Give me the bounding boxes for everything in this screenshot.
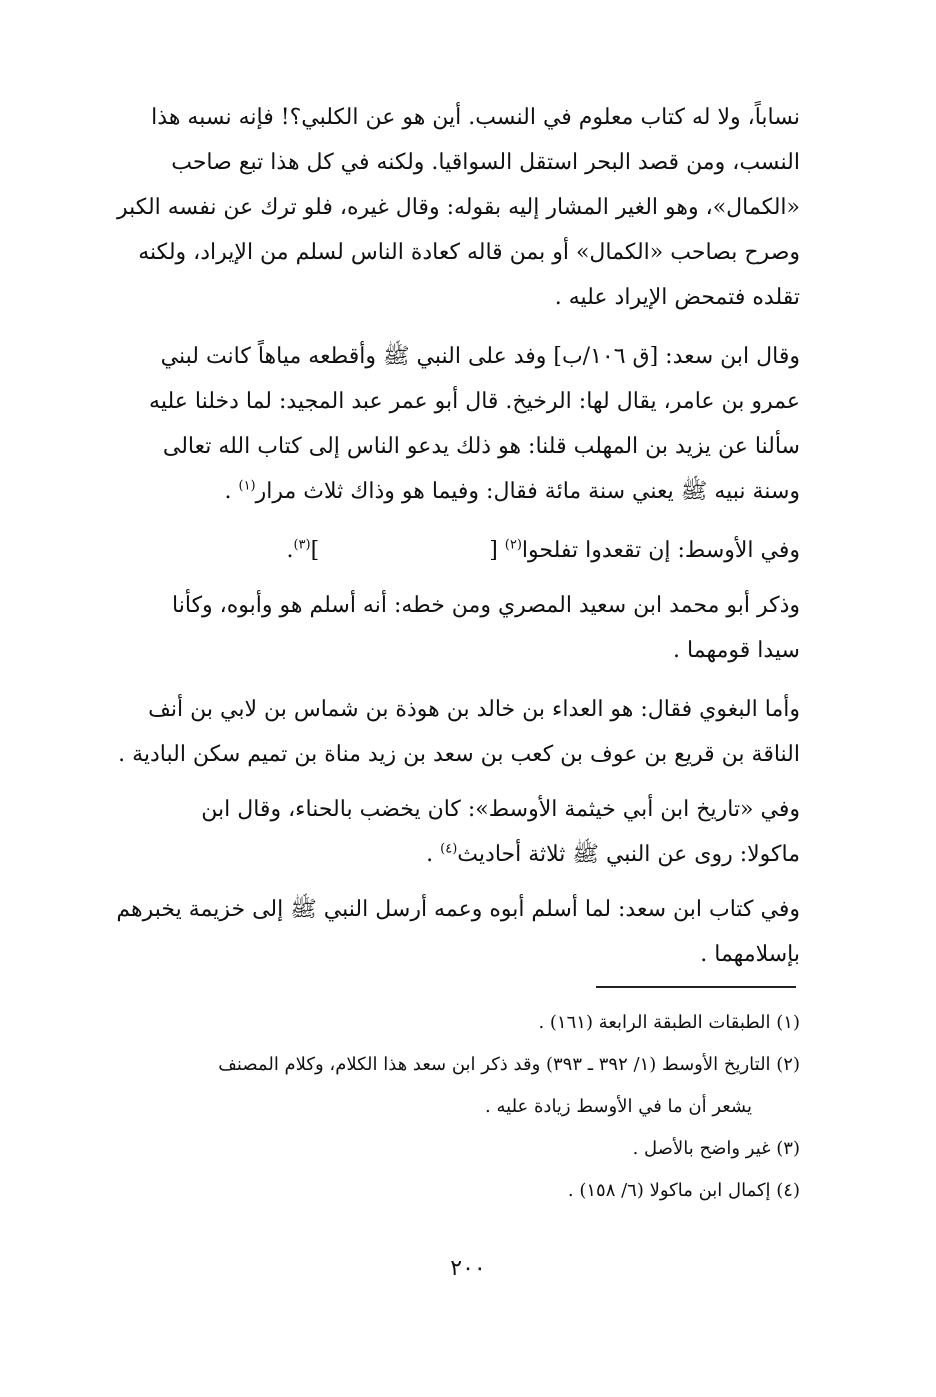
- text-line: وفي كتاب ابن سعد: لما أسلم أبوه وعمه أرسل النبي ﷺ إلى خزيمة يخبرهم: [116, 897, 800, 922]
- text-line: سألنا عن يزيد بن المهلب قلنا: هو ذلك يدعو الناس إلى كتاب الله تعالى: [162, 434, 800, 459]
- text-segment: .: [224, 479, 239, 504]
- footnotes: [100, 1002, 800, 1212]
- text-line: وأما البغوي فقال: هو العداء بن خالد بن هوذة بن شماس بن لابي بن أنف: [148, 697, 800, 722]
- paragraph-3: [100, 528, 800, 573]
- text-segment: وفي الأوسط: إن تقعدوا تفلحوا: [521, 538, 800, 563]
- text-line: تقلده فتمحض الإيراد عليه .: [554, 285, 800, 310]
- paragraph-4: [100, 583, 800, 673]
- footnote-divider: [596, 986, 796, 988]
- footnote-3: (٣) غير واضح بالأصل .: [632, 1138, 800, 1159]
- footnote-4: (٤) إكمال ابن ماكولا (٦/ ١٥٨) .: [567, 1180, 800, 1201]
- paragraph-6: [100, 787, 800, 877]
- paragraph-1: [100, 95, 800, 320]
- main-text: [100, 95, 800, 991]
- footnote-ref: (١): [238, 478, 256, 494]
- footnote-1: (١) الطبقات الطبقة الرابعة (١٦١) .: [538, 1012, 800, 1033]
- footnote-2-continued: يشعر أن ما في الأوسط زيادة عليه .: [485, 1096, 752, 1117]
- footnote-ref: (٣): [293, 537, 311, 553]
- footnote-2: (٢) التاريخ الأوسط (١/ ٣٩٢ ـ ٣٩٣) وقد ذكر ابن سعد هذا الكلام، وكلام المصنف: [218, 1054, 800, 1075]
- bracket-close: ]: [310, 538, 320, 563]
- text-segment: .: [426, 842, 441, 867]
- footnote-ref: (٢): [504, 537, 522, 553]
- text-line: وقال ابن سعد: [ق ١٠٦/ب] وفد على النبي ﷺ وأقطعه مياهاً كانت لبني: [160, 344, 800, 369]
- text-line: النسب، ومن قصد البحر استقل السواقيا. ولكنه في كل هذا تبع صاحب: [171, 150, 800, 175]
- text-line: وذكر أبو محمد ابن سعيد المصري ومن خطه: أنه أسلم هو وأبوه، وكأنا: [172, 593, 800, 618]
- page-number: ٢٠٠: [450, 1256, 486, 1281]
- text-line: بإسلامهما .: [700, 942, 800, 967]
- text-line: نساباً، ولا له كتاب معلوم في النسب. أين هو عن الكلبي؟! فإنه نسبه هذا: [151, 105, 800, 130]
- text-line: «الكمال»، وهو الغير المشار إليه بقوله: وقال غيره، فلو ترك عن نفسه الكبر: [117, 195, 800, 220]
- text-line: سيدا قومهما .: [673, 638, 800, 663]
- text-segment: وسنة نبيه ﷺ يعني سنة مائة فقال: وفيما هو وذاك ثلاث مرار: [255, 479, 800, 504]
- bracket-open: [: [489, 538, 505, 563]
- text-segment: .: [286, 538, 294, 563]
- text-line: [100, 469, 800, 514]
- text-line: وصرح بصاحب «الكمال» أو بمن قاله كعادة الناس لسلم من الإيراد، ولكنه: [138, 240, 800, 265]
- text-line: [100, 528, 800, 573]
- paragraph-2: [100, 334, 800, 514]
- text-line: [100, 832, 800, 877]
- text-segment: ماكولا: روى عن النبي ﷺ ثلاثة أحاديث: [457, 842, 800, 867]
- text-line: عمرو بن عامر، يقال لها: الرخيخ. قال أبو عمر عبد المجيد: لما دخلنا عليه: [149, 389, 800, 414]
- text-line: وفي «تاريخ ابن أبي خيثمة الأوسط»: كان يخضب بالحناء، وقال ابن: [201, 797, 800, 822]
- paragraph-5: [100, 687, 800, 777]
- paragraph-7: [100, 887, 800, 977]
- text-line: الناقة بن قريع بن عوف بن كعب بن سعد بن زيد مناة بن تميم سكن البادية .: [118, 742, 800, 767]
- footnote-ref: (٤): [440, 841, 458, 857]
